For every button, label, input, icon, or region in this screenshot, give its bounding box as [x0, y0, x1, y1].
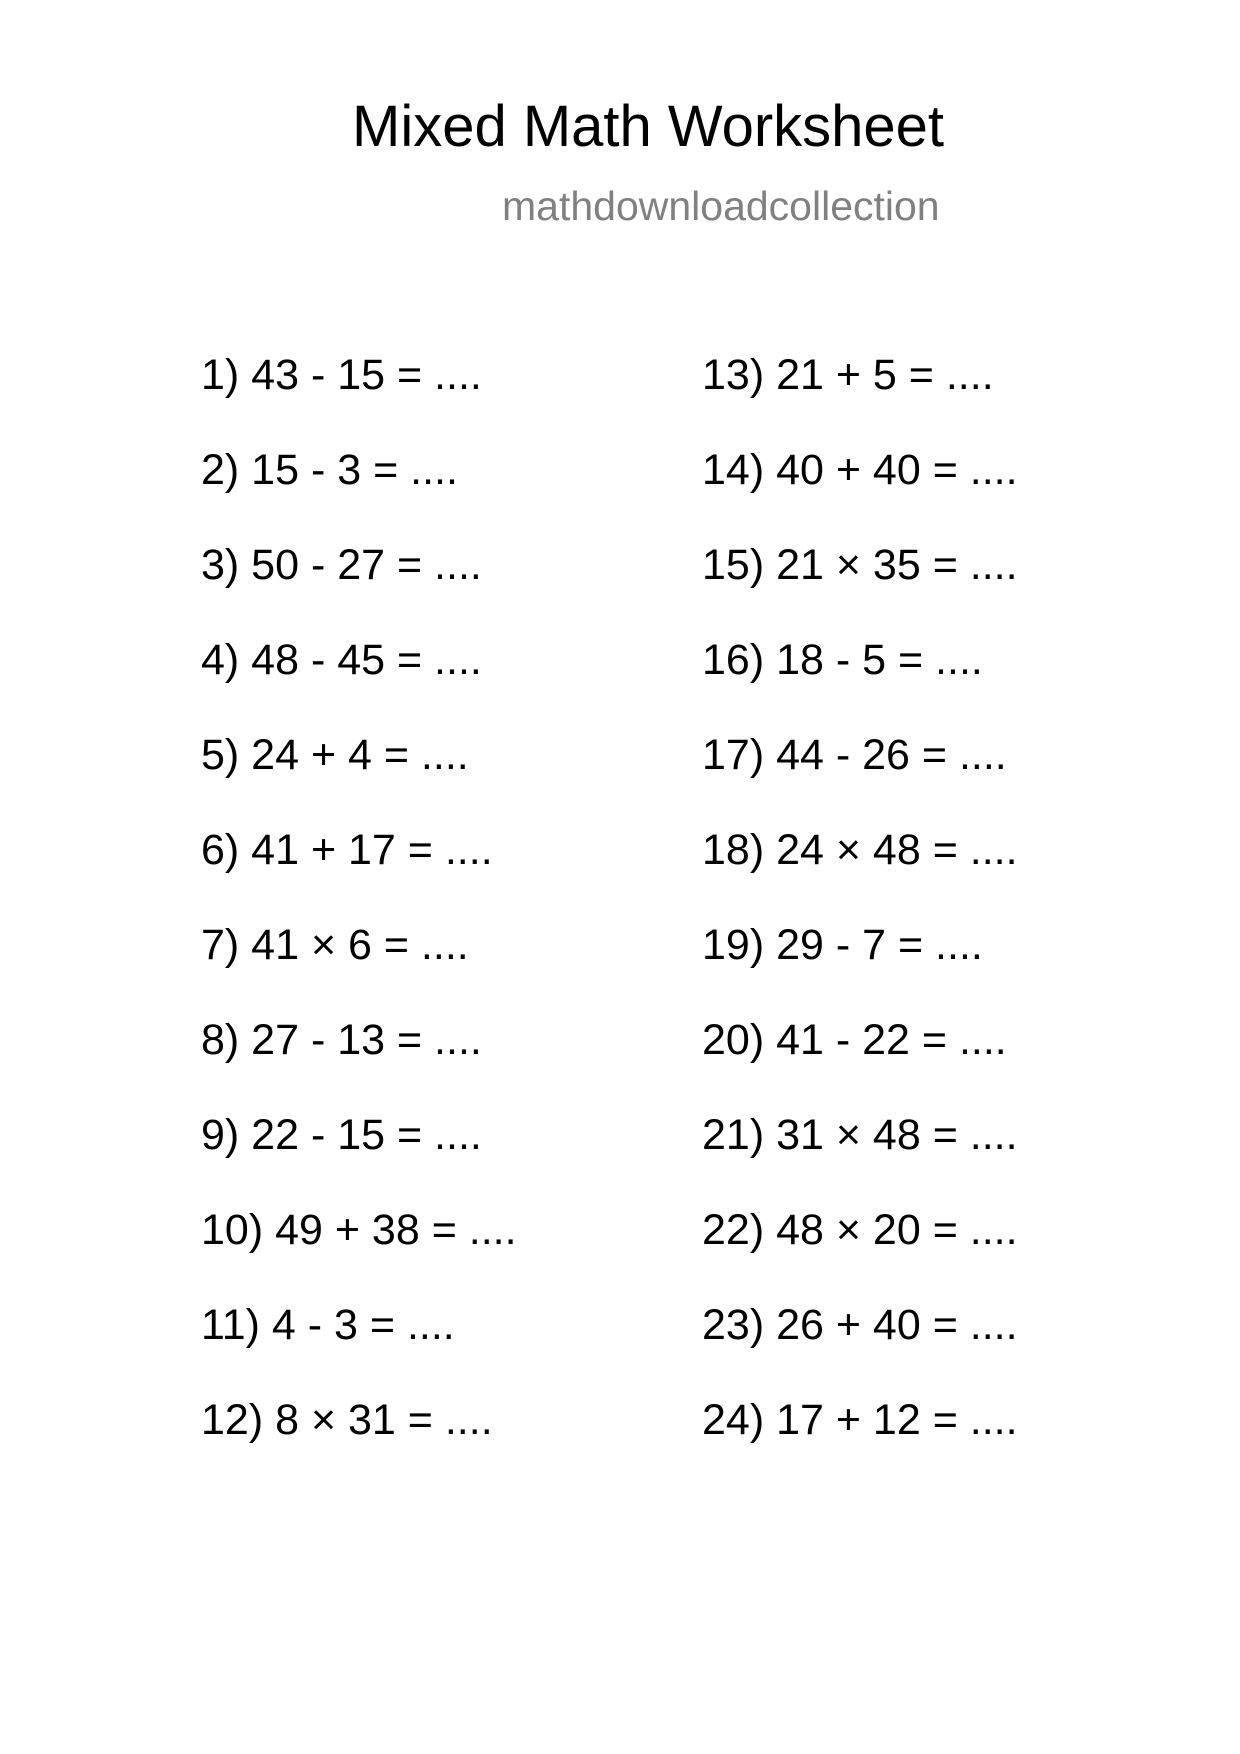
page-subtitle: mathdownloadcollection	[502, 183, 940, 229]
problem-7: 7) 41 × 6 = ....	[201, 921, 469, 969]
problem-21: 21) 31 × 48 = ....	[702, 1111, 1018, 1159]
page-title: Mixed Math Worksheet	[352, 94, 945, 159]
problem-3: 3) 50 - 27 = ....	[201, 541, 482, 589]
problem-4: 4) 48 - 45 = ....	[201, 636, 482, 684]
problem-20: 20) 41 - 22 = ....	[702, 1016, 1007, 1064]
problem-22: 22) 48 × 20 = ....	[702, 1206, 1018, 1254]
problem-10: 10) 49 + 38 = ....	[201, 1206, 517, 1254]
problem-18: 18) 24 × 48 = ....	[702, 826, 1018, 874]
problem-9: 9) 22 - 15 = ....	[201, 1111, 482, 1159]
problem-12: 12) 8 × 31 = ....	[201, 1396, 493, 1444]
problem-16: 16) 18 - 5 = ....	[702, 636, 983, 684]
problem-column-right	[702, 350, 1018, 1490]
problem-column-left	[201, 350, 517, 1490]
problem-15: 15) 21 × 35 = ....	[702, 541, 1018, 589]
problem-1: 1) 43 - 15 = ....	[201, 351, 482, 399]
problem-19: 19) 29 - 7 = ....	[702, 921, 983, 969]
problem-17: 17) 44 - 26 = ....	[702, 731, 1007, 779]
problem-2: 2) 15 - 3 = ....	[201, 446, 458, 494]
problem-24: 24) 17 + 12 = ....	[702, 1396, 1018, 1444]
problem-13: 13) 21 + 5 = ....	[702, 351, 994, 399]
problem-14: 14) 40 + 40 = ....	[702, 446, 1018, 494]
problem-8: 8) 27 - 13 = ....	[201, 1016, 482, 1064]
problem-5: 5) 24 + 4 = ....	[201, 731, 469, 779]
problem-23: 23) 26 + 40 = ....	[702, 1301, 1018, 1349]
problem-6: 6) 41 + 17 = ....	[201, 826, 493, 874]
problem-11: 11) 4 - 3 = ....	[201, 1301, 455, 1349]
